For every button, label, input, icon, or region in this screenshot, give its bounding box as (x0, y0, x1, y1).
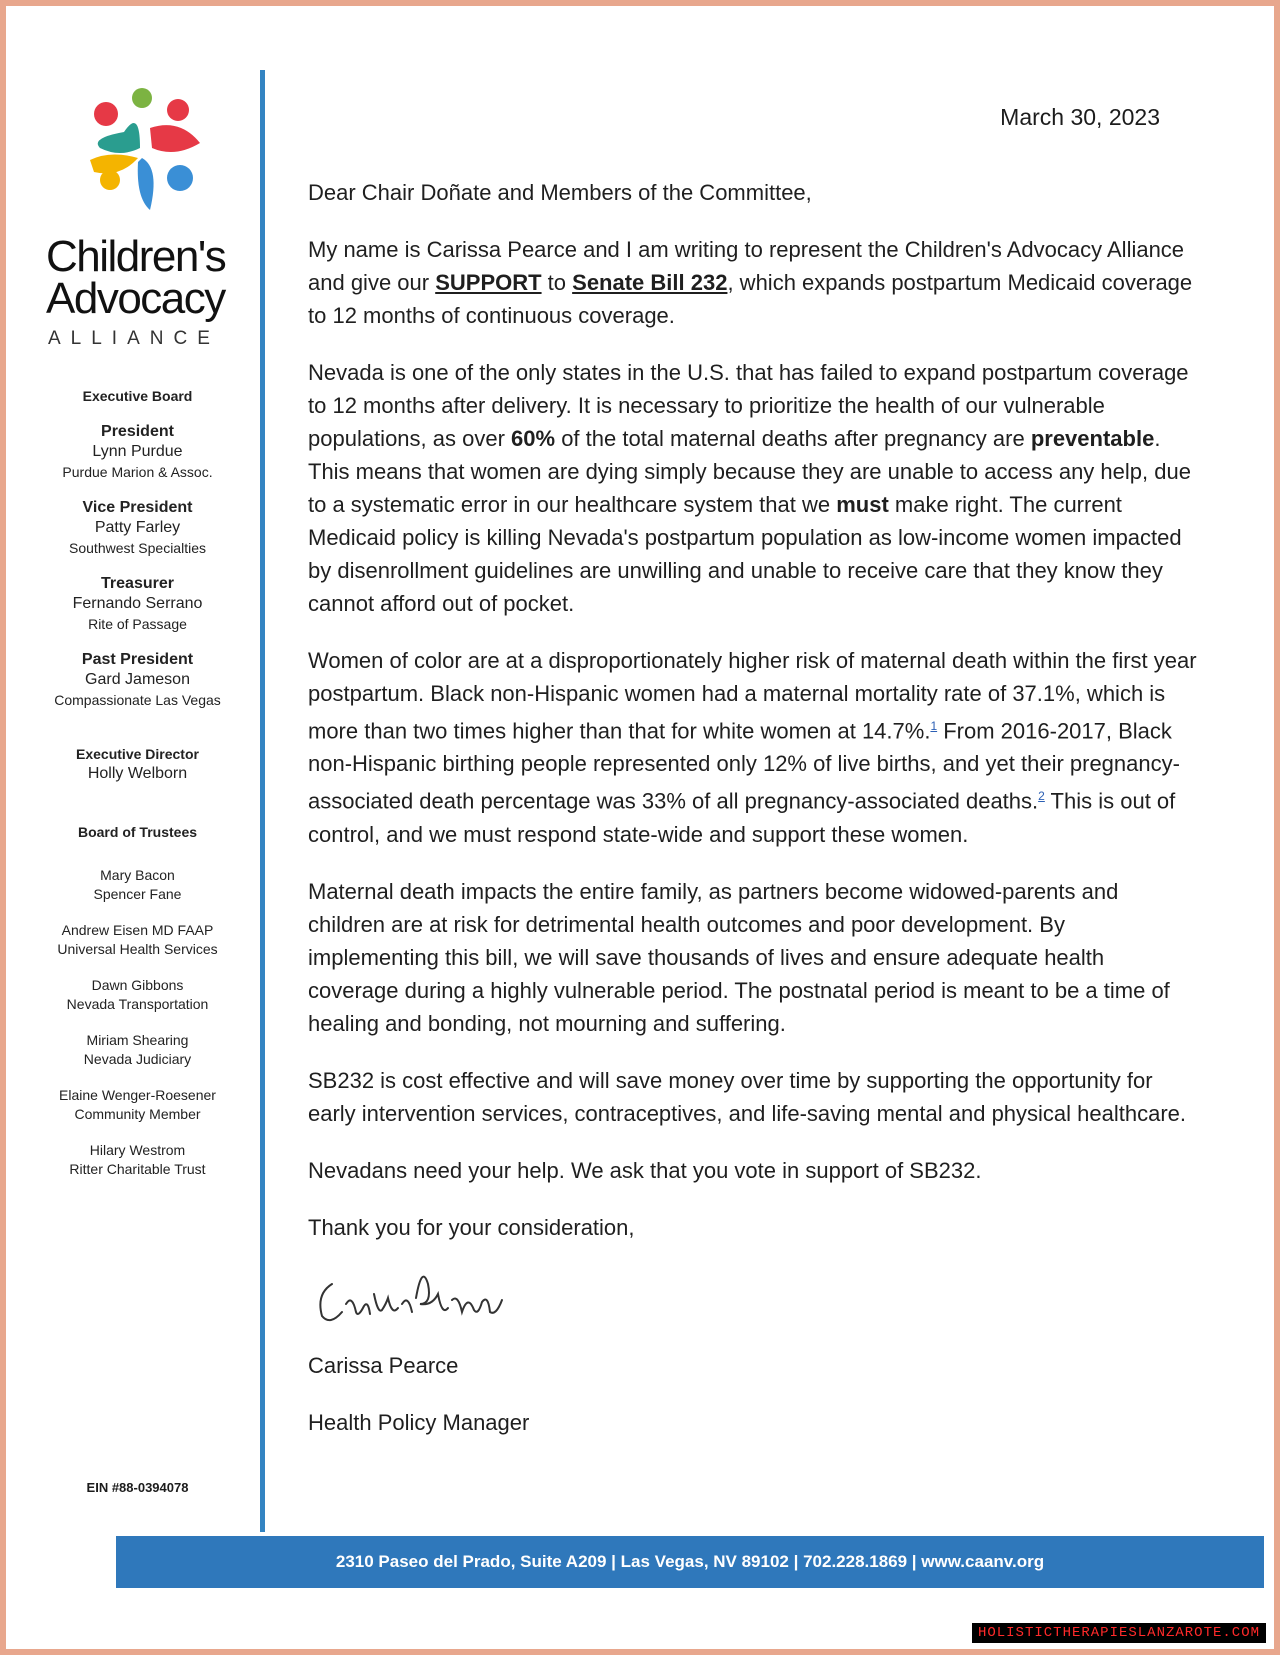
signer-title: Health Policy Manager (308, 1409, 530, 1435)
salutation: Dear Chair Doñate and Members of the Committee, (308, 180, 812, 205)
trustee-name: Hilary Westrom (89, 1142, 186, 1158)
trustee-org: Spencer Fane (93, 886, 182, 902)
handwritten-signature (312, 1254, 532, 1334)
trustee-name: Miriam Shearing (86, 1032, 189, 1048)
letter-page (8, 8, 1272, 1647)
organization-name (46, 232, 256, 323)
officer-name: Gard Jameson (85, 671, 190, 688)
organization-logo (80, 88, 208, 218)
trustees-heading: Board of Trustees (77, 824, 198, 840)
footnote-link-2[interactable]: 2 (1038, 789, 1045, 804)
executive-board-heading: Executive Board (82, 388, 193, 404)
trustee-item (30, 866, 245, 904)
trustee-org: Universal Health Services (57, 941, 218, 957)
officer-org: Rite of Passage (88, 616, 187, 632)
letter-body (308, 176, 1198, 1463)
trustee-org: Community Member (74, 1106, 201, 1122)
org-name-line2: Advocacy (46, 274, 225, 323)
trustee-item (30, 1141, 245, 1179)
officer-role: President (101, 423, 174, 440)
paragraph-3: Women of color are at a disproportionately higher risk of maternal death within the first year postpartum. Black non-Hispanic women had a maternal mortality rate of 37.1%, which is more than two times higher than that for white women at 14.7%.$^1$ From 2016-2017, Black non-Hispanic birthing people represented only 12% of live births, and yet their pregnancy-associated death percentage was 33% of all pregnancy-associated deaths.$^2$ This is out of control, and we must respond state-wide and support these women. (308, 648, 1197, 847)
trustee-name: Dawn Gibbons (91, 977, 184, 993)
trustee-name: Andrew Eisen MD FAAP (61, 922, 214, 938)
logo-petal-blue (138, 158, 154, 210)
logo-petal-yellow (90, 154, 138, 173)
paragraph-6: Nevadans need your help. We ask that you vote in support of SB232. (308, 1157, 982, 1183)
officer-role: Past President (81, 651, 194, 668)
officer-org: Compassionate Las Vegas (54, 692, 221, 708)
org-name-line1: Children's (46, 232, 226, 281)
trustee-item (30, 921, 245, 959)
officer-org: Purdue Marion & Assoc. (62, 464, 213, 480)
senate-bill-emphasis: Senate Bill 232 (572, 270, 728, 295)
trustee-org: Nevada Transportation (66, 996, 209, 1012)
footnote-link-1[interactable]: 1 (930, 719, 938, 733)
trustee-org: Nevada Judiciary (83, 1051, 192, 1067)
officer-role: Vice President (82, 499, 193, 516)
trustee-item (30, 976, 245, 1014)
watermark-label: HOLISTICTHERAPIESLANZAROTE.COM (972, 1623, 1266, 1643)
paragraph-5: SB232 is cost effective and will save money over time by supporting the opportunity for early intervention services, contraceptives, and life-saving mental and physical healthcare. (308, 1067, 1187, 1126)
officer-name: Patty Farley (94, 519, 181, 536)
officer-vice-president (30, 498, 245, 558)
ein-number: EIN #88-0394078 (86, 1480, 189, 1495)
officer-role: Treasurer (101, 575, 174, 592)
org-name-line3: ALLIANCE (48, 328, 220, 349)
paragraph-4: Maternal death impacts the entire family, as partners become widowed-parents and children are at risk for detrimental health outcomes and poor development. By implementing this bill, we will save thousands of lives and ensure adequate health coverage during a highly vulnerable period. The postnatal period is meant to be a time of healing and bonding, not mourning and suffering. (308, 878, 1170, 1036)
executive-director-role: Executive Director (76, 746, 199, 762)
support-emphasis: SUPPORT (435, 270, 542, 295)
officer-name: Lynn Purdue (92, 443, 183, 460)
logo-dot-red (94, 102, 118, 126)
sidebar-divider (260, 70, 265, 1532)
signer-name: Carissa Pearce (308, 1352, 459, 1378)
logo-dot-green (132, 88, 152, 108)
officer-past-president (30, 650, 245, 710)
logo-dot-blue (167, 165, 193, 191)
board-sidebar (30, 386, 245, 1196)
logo-petal-teal (98, 123, 140, 153)
officer-president (30, 422, 245, 482)
trustee-item (30, 1031, 245, 1069)
trustee-name: Mary Bacon (100, 867, 175, 883)
trustee-org: Ritter Charitable Trust (69, 1161, 206, 1177)
officer-name: Fernando Serrano (72, 595, 203, 612)
officer-treasurer (30, 574, 245, 634)
officer-org: Southwest Specialties (69, 540, 206, 556)
executive-director-name: Holly Welborn (87, 765, 188, 782)
logo-petal-red (150, 125, 200, 152)
paragraph-2: Nevada is one of the only states in the U.S. that has failed to expand postpartum coverage to 12 months after delivery. It is necessary to prioritize the health of our vulnerable populations, as over 60% of the total maternal deaths after pregnancy are preventable. This means that women are dying simply because they are unable to access any help, due to a systematic error in our healthcare system that we must make right. The current Medicaid policy is killing Nevada's postpartum population as low-income women impacted by disenrollment guidelines are unwilling and unable to receive care that they know they cannot afford out of pocket. (308, 360, 1191, 616)
trustee-name: Elaine Wenger-Roesener (59, 1087, 216, 1103)
footer-address-bar: 2310 Paseo del Prado, Suite A209 | Las Vegas, NV 89102 | 702.228.1869 | www.caanv.org (116, 1536, 1264, 1588)
logo-dot-red-2 (167, 99, 189, 121)
letter-date: March 30, 2023 (1000, 104, 1160, 130)
paragraph-1: My name is Carissa Pearce and I am writing to represent the Children's Advocacy Alliance and give our SUPPORT to Senate Bill 232, which expands postpartum Medicaid coverage to 12 months of continuous coverage. (308, 237, 1193, 328)
executive-director (30, 744, 245, 784)
trustee-item (30, 1086, 245, 1124)
closing: Thank you for your consideration, (308, 1214, 635, 1240)
